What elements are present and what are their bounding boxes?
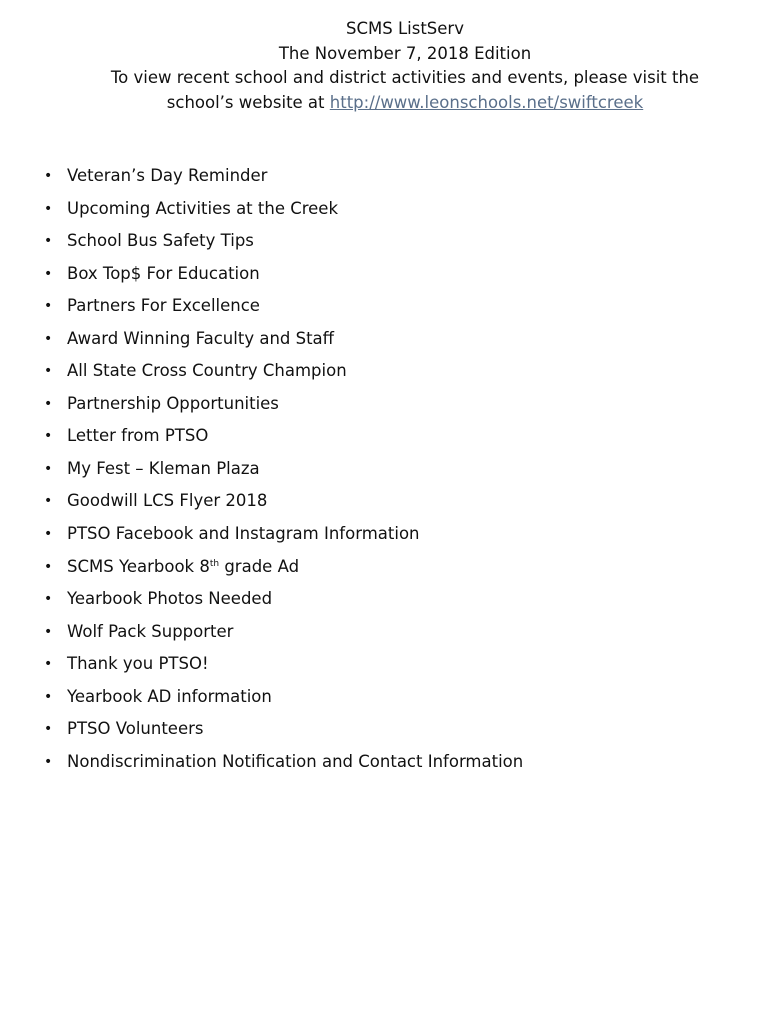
topic-label: School Bus Safety Tips <box>67 231 254 251</box>
bullet-icon: • <box>44 298 53 315</box>
bullet-icon: • <box>44 623 53 640</box>
topic-item <box>0 421 523 454</box>
bullet-icon: • <box>44 753 53 770</box>
topic-item <box>0 226 523 259</box>
intro-text: To view recent school and district activities and events, please visit the <box>110 68 700 87</box>
topic-item <box>0 389 523 422</box>
bullet-icon: • <box>44 168 53 184</box>
topic-label: Thank you PTSO! <box>67 654 209 674</box>
topic-item <box>0 682 523 715</box>
bullet-icon: • <box>44 721 53 738</box>
topic-item <box>0 552 523 585</box>
topic-item <box>0 747 523 780</box>
bullet-icon: • <box>44 265 53 282</box>
topic-label <box>67 557 299 576</box>
topic-label: Upcoming Activities at the Creek <box>67 198 339 218</box>
topic-label: Nondiscrimination Notification and Contact Information <box>67 751 524 771</box>
topic-item <box>0 324 523 357</box>
topic-label-part: grade Ad <box>219 556 300 576</box>
newsletter-header <box>0 17 770 115</box>
topic-label: Letter from PTSO <box>67 426 209 446</box>
topic-item <box>0 486 523 519</box>
bullet-icon: • <box>44 460 53 477</box>
bullet-icon: • <box>44 656 53 673</box>
topic-label: Veteran’s Day Reminder <box>67 166 268 185</box>
bullet-icon: • <box>44 233 53 250</box>
topic-item <box>0 454 523 487</box>
topic-item <box>0 356 523 389</box>
edition-date: The November 7, 2018 Edition <box>278 43 532 63</box>
topic-label: Wolf Pack Supporter <box>67 621 234 641</box>
bullet-icon: • <box>44 526 53 543</box>
topic-label: Partnership Opportunities <box>67 393 279 413</box>
website-prefix: school’s website at <box>166 92 330 112</box>
topic-label: PTSO Facebook and Instagram Information <box>67 524 420 544</box>
topic-label-part: SCMS Yearbook 8 <box>67 556 210 576</box>
topic-label: PTSO Volunteers <box>67 719 204 739</box>
topic-item <box>0 714 523 747</box>
bullet-icon: • <box>44 200 53 217</box>
topic-item <box>0 649 523 682</box>
bullet-icon: • <box>44 395 53 412</box>
bullet-icon: • <box>44 591 53 608</box>
topic-label: All State Cross Country Champion <box>67 361 347 381</box>
bullet-icon: • <box>44 688 53 705</box>
topic-item <box>0 194 523 227</box>
topic-label: Goodwill LCS Flyer 2018 <box>67 491 268 511</box>
bullet-icon: • <box>44 330 53 347</box>
bullet-icon: • <box>44 363 53 380</box>
topic-item <box>0 161 523 194</box>
topic-item <box>0 259 523 292</box>
topic-label: Yearbook AD information <box>67 686 272 706</box>
website-line <box>0 91 770 116</box>
topic-label: Partners For Excellence <box>67 296 260 316</box>
topic-item <box>0 617 523 650</box>
topic-label: Award Winning Faculty and Staff <box>67 328 335 348</box>
bullet-icon: • <box>44 428 53 445</box>
topic-item <box>0 519 523 552</box>
topic-label: Box Top$ For Education <box>67 263 260 283</box>
ordinal-suffix: th <box>209 558 220 569</box>
bullet-icon: • <box>44 558 53 575</box>
website-link[interactable]: http://www.leonschools.net/swiftcreek <box>329 92 644 112</box>
bullet-icon: • <box>44 493 53 510</box>
topic-item <box>0 584 523 617</box>
topic-item <box>0 291 523 324</box>
topics-list <box>0 161 523 779</box>
topic-label: Yearbook Photos Needed <box>67 589 273 609</box>
topic-label: My Fest – Kleman Plaza <box>67 458 260 478</box>
newsletter-title: SCMS ListServ <box>346 19 464 38</box>
